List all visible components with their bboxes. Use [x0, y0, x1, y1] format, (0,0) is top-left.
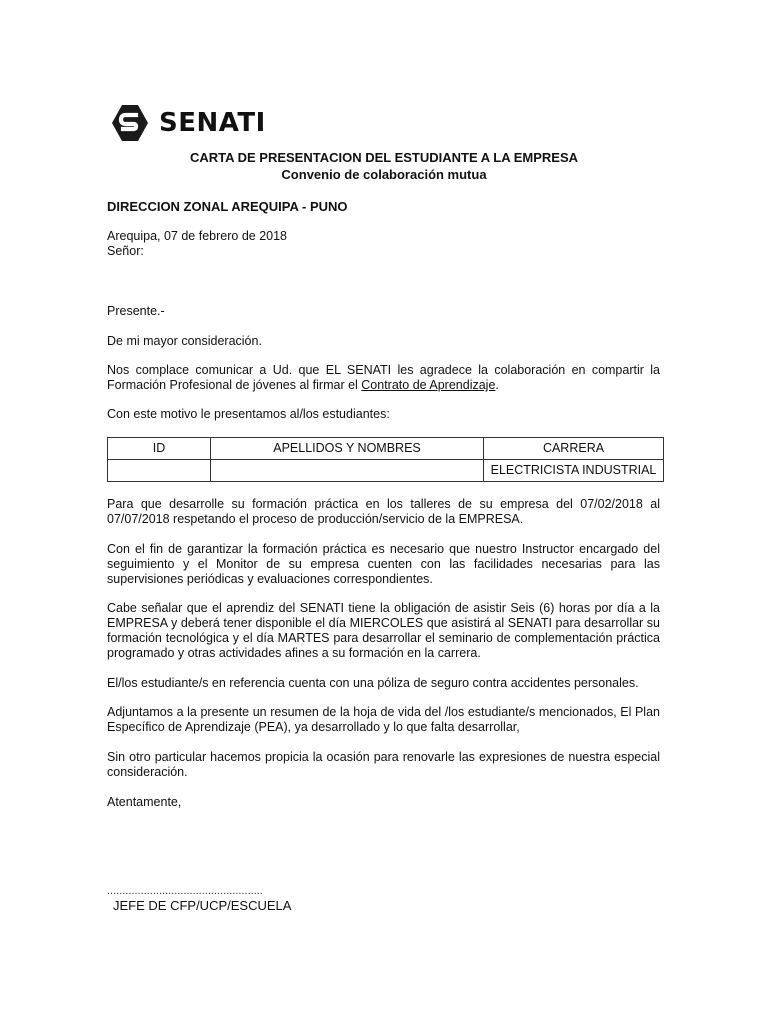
students-table — [107, 437, 664, 482]
paragraph-intro-end: . — [495, 378, 499, 392]
paragraph-intro-text: Nos complace comunicar a Ud. que EL SENATI les agradece la colaboración en compartir la Formación Profesional de jóvenes al firmar el — [107, 363, 660, 392]
table-cell-name — [211, 460, 484, 482]
table-cell-career: ELECTRICISTA INDUSTRIAL — [484, 460, 664, 482]
contract-link[interactable]: Contrato de Aprendizaje — [361, 378, 496, 392]
table-header-row — [108, 438, 664, 460]
table-cell-id — [108, 460, 211, 482]
senati-logo — [110, 103, 266, 143]
table-header-career: CARRERA — [484, 438, 664, 460]
letter-title: CARTA DE PRESENTACION DEL ESTUDIANTE A LA EMPRESA — [189, 150, 579, 165]
greeting: De mi mayor consideración. — [107, 334, 262, 348]
students-intro: Con este motivo le presentamos al/los estudiantes: — [107, 407, 390, 421]
logo-text: SENATI — [159, 108, 266, 138]
recipient-label: Señor: — [107, 244, 144, 258]
presente-label: Presente.- — [107, 304, 165, 318]
paragraph-attachments: Adjuntamos a la presente un resumen de la hoja de vida del /los estudiante/s mencionados, El Plan Específico de Aprendizaje (PEA), ya desarrollado y lo que falta desarrollar, — [107, 705, 660, 734]
paragraph-insurance: El/los estudiante/s en referencia cuenta con una póliza de seguro contra accidentes personales. — [107, 676, 639, 690]
signature-role: JEFE DE CFP/UCP/ESCUELA — [113, 898, 292, 913]
paragraph-practice-period: Para que desarrolle su formación práctica en los talleres de su empresa del 07/02/2018 al 07/07/2018 respetando el proceso de producción/servicio de la EMPRESA. — [107, 497, 660, 526]
table-row — [108, 460, 664, 482]
paragraph-closing: Sin otro particular hacemos propicia la ocasión para renovarle las expresiones de nuestra especial consideración. — [107, 750, 660, 779]
letter-subtitle: Convenio de colaboración mutua — [281, 167, 487, 182]
paragraph-schedule: Cabe señalar que el aprendiz del SENATI tiene la obligación de asistir Seis (6) horas por día a la EMPRESA y deberá tener disponible el día MIERCOLES que asistirá al SENATI para desarrollar su formación tecnológica y el día MARTES para desarrollar el seminario de complementación práctica programado y otras actividades afines a su formación en la carrera. — [107, 601, 660, 660]
table-header-name: APELLIDOS Y NOMBRES — [211, 438, 484, 460]
paragraph-supervision: Con el fin de garantizar la formación práctica es necesario que nuestro Instructor encargado del seguimiento y el Monitor de su empresa cuenten con las facilidades necesarias para las supervisiones periódicas y evaluaciones correspondientes. — [107, 542, 660, 586]
letter-date: Arequipa, 07 de febrero de 2018 — [107, 229, 287, 243]
senati-logo-icon — [110, 103, 150, 143]
zonal-direction: DIRECCION ZONAL AREQUIPA - PUNO — [107, 199, 348, 214]
paragraph-intro — [107, 363, 660, 393]
closing-salutation: Atentamente, — [107, 795, 182, 809]
table-header-id: ID — [108, 438, 211, 460]
signature-line: ................................................... — [107, 885, 263, 897]
